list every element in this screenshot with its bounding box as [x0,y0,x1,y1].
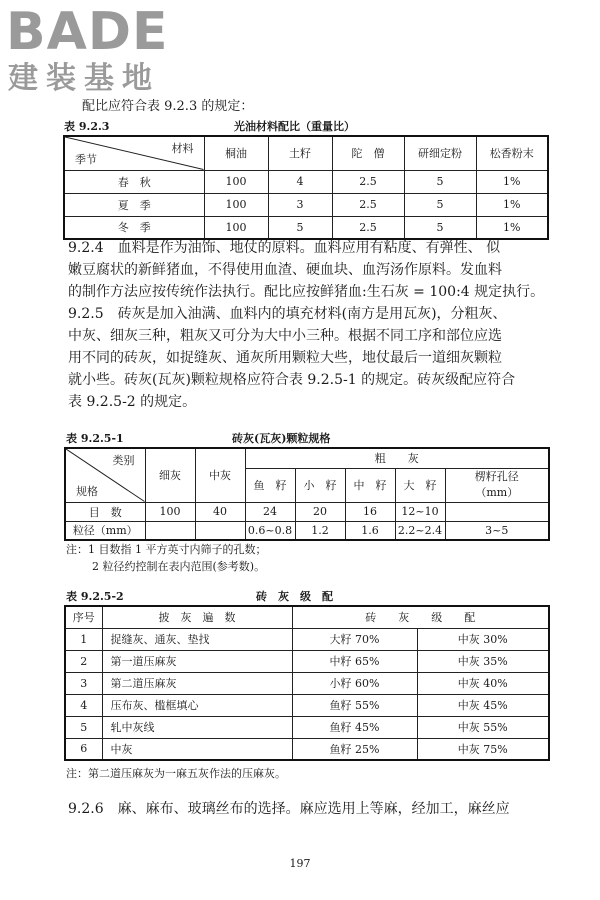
paragraph-line: 表 9.2.5-2 的规定。 [68,394,197,410]
table3-brick-ash-grading [64,605,550,761]
table2-col-coarse: 粗 灰 [245,448,549,468]
table-row [65,716,549,738]
table-row [65,694,549,716]
table-cell [145,521,195,540]
table-cell: 4 [65,694,102,716]
table-cell: 2.5 [332,216,404,239]
intro-line: 配比应符合表 9.2.3 的规定： [82,99,254,114]
table-cell: 20 [295,502,345,521]
table3-label: 表 9.2.5-2 [66,590,124,603]
table3-header-name: 披 灰 遍 数 [102,606,292,628]
bade-logo [6,4,186,96]
table-cell: 2 [65,650,102,672]
table2-coarse-sub: 鱼 籽 [245,468,295,502]
table2-coarse-sub: 小 籽 [295,468,345,502]
table-cell: 1% [476,170,548,193]
table2-label: 表 9.2.5-1 [66,432,124,445]
table1-col-header: 土籽 [268,136,332,170]
paragraph-line: 9.2.6 麻、麻布、玻璃丝布的选择。麻应选用上等麻，经加工，麻丝应 [68,801,510,817]
table-cell: 1.2 [295,521,345,540]
table2-coarse-sub: 大 籽 [395,468,445,502]
table-cell: 2.5 [332,170,404,193]
table1-season: 冬 季 [64,216,204,239]
table1-label: 表 9.2.3 [64,120,110,133]
table-cell: 6 [65,738,102,760]
table2-col-hole-unit: （mm） [475,486,519,499]
table-cell: 小籽 60% [292,672,417,694]
table-row [64,193,548,216]
table-cell: 100 [204,170,268,193]
table-cell: 中籽 65% [292,650,417,672]
table1-corner-bottom: 季节 [75,152,97,166]
table-cell: 24 [245,502,295,521]
paragraph-line: 就小些。砖灰(瓦灰)颗粒规格应符合表 9.2.5-1 的规定。砖灰级配应符合 [68,372,516,388]
table3-note: 注：第二道压麻灰为一麻五灰作法的压麻灰。 [66,767,286,780]
table-cell: 1% [476,216,548,239]
table-cell: 2.2~2.4 [395,521,445,540]
table-cell: 1.6 [345,521,395,540]
table-cell: 第一道压麻灰 [102,650,292,672]
table-cell: 捉缝灰、通灰、垫找 [102,628,292,650]
table-cell: 1 [65,628,102,650]
table2-coarse-sub: 中 籽 [345,468,395,502]
table2-col-hole [445,468,549,502]
page-number: 197 [289,857,311,870]
table-cell: 100 [204,193,268,216]
table-cell: 0.6~0.8 [245,521,295,540]
table-cell [445,502,549,521]
table-cell: 中灰 35% [417,650,549,672]
table2-corner-cell [65,448,145,502]
table1-corner-cell [64,136,204,170]
table-cell: 中灰 30% [417,628,549,650]
section-9-2-5 [68,303,548,413]
table-cell: 中灰 [102,738,292,760]
table-cell [195,521,245,540]
table2-col-hole-label: 楞籽孔径 [474,470,519,483]
table3-title: 砖 灰 级 配 [256,590,333,603]
table1-season: 春 秋 [64,170,204,193]
table-cell: 1% [476,193,548,216]
table-row [64,216,548,239]
paragraph-line: 9.2.5 砖灰是加入油满、血料内的填充材料(南方是用瓦灰)，分粗灰、 [68,306,507,322]
paragraph-line: 的制作方法应按传统作法执行。配比应按鲜猪血:生石灰 = 100:4 规定执行。 [68,284,545,300]
table-row [65,672,549,694]
table-cell: 5 [404,216,476,239]
table-cell: 100 [204,216,268,239]
table1-caption [64,120,544,134]
table-cell: 鱼籽 55% [292,694,417,716]
table-cell: 2.5 [332,193,404,216]
table-cell: 4 [268,170,332,193]
table-cell: 中灰 55% [417,716,549,738]
section-9-2-4 [68,237,548,303]
paragraph-line: 9.2.4 血料是作为油饰、地仗的原料。血料应用有粘度、有弹性、 似 [68,240,501,256]
table2-note-2: 2 粒径约控制在表内范围(参考数)。 [92,560,266,573]
table1-season: 夏 季 [64,193,204,216]
table2-corner-bottom: 规格 [76,484,98,498]
table1-col-header: 松香粉末 [476,136,548,170]
table-row [65,502,549,521]
table1-corner-top: 材料 [171,142,194,155]
table-cell: 12~10 [395,502,445,521]
table-cell: 5 [268,216,332,239]
table-row [65,650,549,672]
paragraph-line: 中灰、细灰三种，粗灰又可分为大中小三种。根据不同工序和部位应选 [68,328,502,344]
paragraph-line: 嫩豆腐状的新鲜猪血，不得使用血渣、硬血块、血泻汤作原料。发血料 [68,262,502,278]
table3-header-grading: 砖 灰 级 配 [292,606,549,628]
table2-brick-ash-grain [64,447,550,541]
logo-wordmark: BADE [6,2,169,62]
logo-subtitle: 建装基地 [8,61,160,96]
table-cell: 5 [404,170,476,193]
table1-col-header: 研细定粉 [404,136,476,170]
table-cell: 40 [195,502,245,521]
table2-row-label: 目 数 [65,502,145,521]
table-cell: 100 [145,502,195,521]
table-cell: 中灰 75% [417,738,549,760]
table2-col-medium: 中灰 [195,448,245,502]
table1-col-header: 陀 僧 [332,136,404,170]
table-cell: 压布灰、槛框填心 [102,694,292,716]
table-cell: 轧中灰线 [102,716,292,738]
table2-row-label: 粒径（mm） [65,521,145,540]
table-cell: 16 [345,502,395,521]
table-row [65,738,549,760]
table1-title: 光油材料配比（重量比） [234,120,355,133]
table2-col-fine: 细灰 [145,448,195,502]
table-cell: 5 [65,716,102,738]
table-cell: 大籽 70% [292,628,417,650]
table-cell: 第二道压麻灰 [102,672,292,694]
table2-title: 砖灰(瓦灰)颗粒规格 [232,432,331,445]
table-cell: 3~5 [445,521,549,540]
paragraph-line: 用不同的砖灰，如捉缝灰、通灰所用颗粒大些，地仗最后一道细灰颗粒 [68,350,502,366]
table-cell: 中灰 45% [417,694,549,716]
table-cell: 3 [268,193,332,216]
table-cell: 3 [65,672,102,694]
table1-light-oil-ratio [63,135,549,240]
table-row [65,521,549,540]
table-row [64,170,548,193]
table-cell: 5 [404,193,476,216]
section-9-2-6 [68,798,548,820]
table-cell: 中灰 40% [417,672,549,694]
table-cell: 鱼籽 45% [292,716,417,738]
table2-corner-top: 类别 [112,454,135,467]
table2-caption [66,432,546,446]
table3-header-no: 序号 [65,606,102,628]
table-cell: 鱼籽 25% [292,738,417,760]
table-row [65,628,549,650]
table2-note-1: 注：1 目数指 1 平方英寸内筛子的孔数； [66,543,267,556]
table1-col-header: 桐油 [204,136,268,170]
table3-caption [66,590,546,604]
